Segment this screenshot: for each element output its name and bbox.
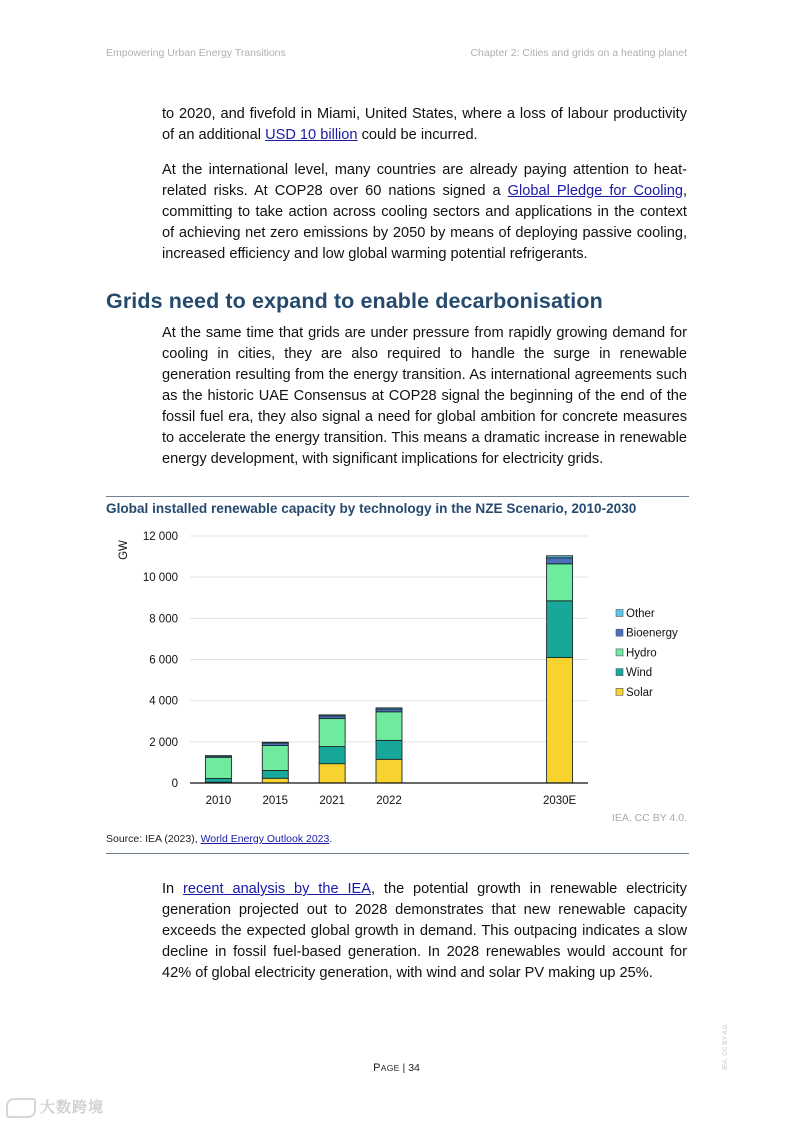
page-number-value: 34 [408, 1062, 420, 1074]
bar-segment-wind [376, 740, 402, 759]
running-header-right: Chapter 2: Cities and grids on a heating planet [470, 47, 687, 59]
bar-segment-hydro [376, 712, 402, 741]
bar-segment-hydro [319, 719, 345, 747]
bar-segment-hydro [205, 757, 231, 778]
bar-segment-solar [319, 764, 345, 783]
source-text: . [329, 833, 333, 845]
bar-segment-other [319, 715, 345, 716]
legend-swatch-bioenergy [616, 629, 623, 636]
bar-segment-solar [262, 778, 288, 783]
bar-segment-hydro [262, 746, 288, 771]
bar-segment-other [262, 742, 288, 743]
paragraph-text: to 2020, and fivefold in Miami, United States, where a loss of labour productivity of an additional [162, 106, 687, 143]
bar-segment-wind [319, 747, 345, 764]
x-tick-label: 2030E [542, 795, 577, 807]
bar-segment-other [376, 708, 402, 709]
watermark [6, 1096, 104, 1118]
bar-segment-bioenergy [547, 558, 573, 564]
y-tick-label: 0 [171, 778, 178, 790]
page-label: PAGE [373, 1062, 400, 1074]
page-separator: | [399, 1062, 409, 1074]
paragraph-miami [162, 104, 687, 146]
source-text: Source: IEA (2023), [106, 833, 201, 845]
watermark-text: 大数跨境 [40, 1099, 105, 1116]
figure-title: Global installed renewable capacity by technology in the NZE Scenario, 2010-2030 [106, 501, 637, 516]
paragraph-grids: At the same time that grids are under pressure from rapidly growing demand for cooling in cities, they are also required to handle the surge in renewable generation resulting from the energy transition. As international agreements such as the historic UAE Consensus at COP28 signal the beginning of the end of the fossil fuel era, they also signal a need for global ambition for concrete measures to accelerate the energy transition. This means a dramatic increase in renewable energy development, with significant implications for electricity grids. [162, 325, 687, 467]
bar-segment-wind [262, 770, 288, 778]
side-credit: IEA. CC BY 4.0. [722, 1023, 729, 1070]
paragraph-text: could be incurred. [357, 127, 478, 143]
recent-analysis-link[interactable]: recent analysis by the IEA [183, 881, 371, 897]
y-tick-label: 4 000 [149, 695, 178, 708]
legend-swatch-other [616, 610, 623, 617]
y-axis-label: GW [118, 540, 130, 560]
y-tick-label: 10 000 [142, 572, 178, 585]
y-tick-label: 12 000 [142, 531, 178, 543]
legend-swatch-solar [616, 688, 623, 695]
y-tick-label: 8 000 [149, 613, 178, 626]
x-tick-label: 2010 [205, 795, 232, 807]
figure-source [106, 833, 332, 845]
usd-10-billion-link[interactable]: USD 10 billion [265, 127, 358, 143]
bar-segment-solar [547, 657, 573, 783]
paragraph-text: At the international level, many countries are already paying attention to heat-related risks. At COP28 over 60 nations signed a [162, 162, 687, 199]
legend-label-solar: Solar [626, 686, 653, 699]
paragraph-text: , committing to take action across cooling sectors and applications in the context of achieving net zero emissions by 2050 by means of deploying passive cooling, increased efficiency and low global warming potential refrigerants. [162, 183, 687, 262]
paragraph-text: , the potential growth in renewable electricity generation projected out to 2028 demonstrates that new renewable capacity exceeds the expected global growth in demand. This outpacing indicates a slow decline in fossil fuel-based generation. In 2028 renewables would account for 42% of global electricity generation, with wind and solar PV making up 25%. [162, 881, 687, 981]
bar-segment-hydro [547, 564, 573, 601]
y-tick-label: 2 000 [149, 736, 178, 749]
x-tick-label: 2015 [262, 795, 289, 807]
global-pledge-for-cooling-link[interactable]: Global Pledge for Cooling [507, 183, 683, 199]
section-heading: Grids need to expand to enable decarbonisation [106, 289, 603, 313]
bar-segment-wind [205, 778, 231, 782]
legend-label-hydro: Hydro [626, 647, 657, 660]
figure-top-rule [106, 496, 689, 497]
legend-label-bioenergy: Bioenergy [626, 627, 678, 640]
watermark-logo-icon [6, 1098, 36, 1118]
world-energy-outlook-link[interactable]: World Energy Outlook 2023 [200, 833, 330, 845]
x-tick-label: 2022 [376, 795, 402, 807]
bar-segment-solar [376, 759, 402, 783]
running-header-left: Empowering Urban Energy Transitions [106, 47, 286, 59]
legend-swatch-wind [616, 669, 623, 676]
bar-segment-wind [547, 601, 573, 658]
bar-segment-other [547, 556, 573, 558]
legend-label-other: Other [626, 608, 655, 620]
paragraph-recent-analysis [162, 879, 687, 984]
paragraph-international [162, 160, 687, 265]
page-number [0, 1062, 793, 1074]
paragraph-text: In [162, 881, 184, 897]
figure-credit: IEA. CC BY 4.0. [611, 812, 687, 824]
legend-swatch-hydro [616, 649, 623, 656]
x-tick-label: 2021 [319, 795, 345, 807]
legend-label-wind: Wind [626, 667, 653, 680]
renewable-capacity-chart [100, 520, 700, 810]
figure-bottom-rule [106, 853, 689, 854]
y-tick-label: 6 000 [149, 654, 178, 667]
